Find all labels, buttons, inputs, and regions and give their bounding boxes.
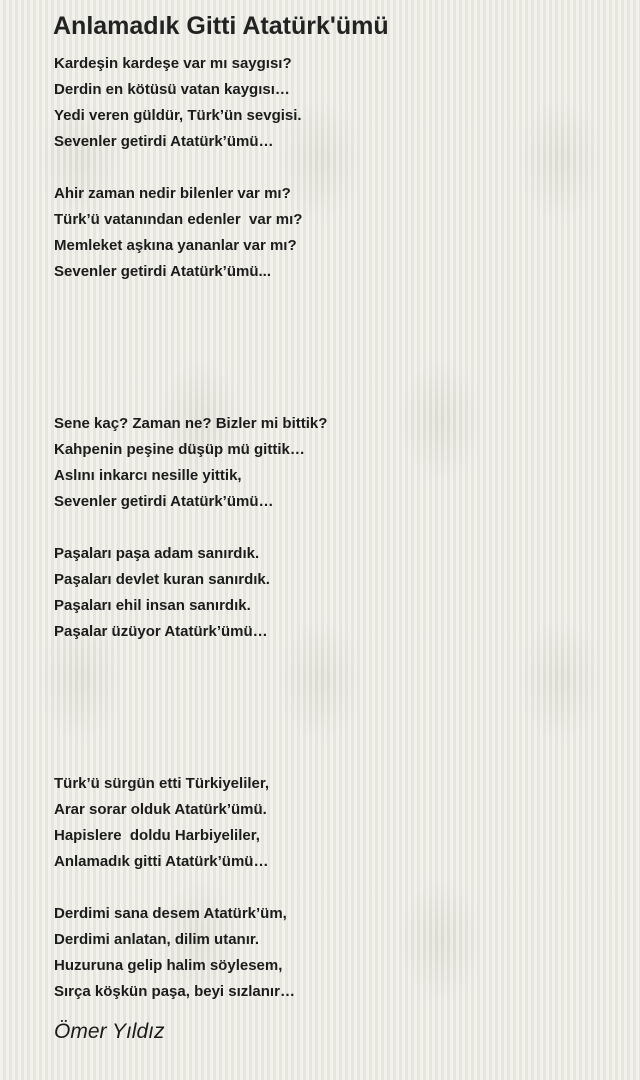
poem-line: Sevenler getirdi Atatürk’ümü… [54, 133, 274, 150]
poem-line: Paşaları paşa adam sanırdık. [54, 545, 260, 562]
poem-line: Derdimi sana desem Atatürk’üm, [54, 905, 287, 922]
stanza-4 [54, 541, 270, 645]
stanza-6 [54, 901, 295, 1005]
poem-line: Hapislere doldu Harbiyeliler, [54, 827, 260, 844]
poem-line: Paşaları devlet kuran sanırdık. [54, 571, 270, 588]
poem-line: Paşalar üzüyor Atatürk’ümü… [54, 623, 268, 640]
poem-line: Huzuruna gelip halim söylesem, [54, 957, 283, 974]
poem-line: Paşaları ehil insan sanırdık. [54, 597, 251, 614]
poem-line: Sırça köşkün paşa, beyi sızlanır… [54, 983, 295, 1000]
poem-line: Memleket aşkına yananlar var mı? [54, 237, 297, 254]
poem-line: Türk’ü vatanından edenler var mı? [54, 211, 303, 228]
poem-line: Arar sorar olduk Atatürk’ümü. [54, 801, 267, 818]
poem-line: Aslını inkarcı nesille yittik, [54, 467, 242, 484]
stanza-1 [54, 51, 302, 155]
poem-line: Türk’ü sürgün etti Türkiyeliler, [54, 775, 270, 792]
poem-line: Derdimi anlatan, dilim utanır. [54, 931, 260, 948]
poem-title: Anlamadık Gitti Atatürk'ümü [53, 12, 389, 40]
stanza-3 [54, 411, 327, 515]
poem-line: Yedi veren güldür, Türk’ün sevgisi. [54, 107, 302, 124]
poem-author: Ömer Yıldız [54, 1020, 165, 1043]
poem-line: Sevenler getirdi Atatürk’ümü… [54, 493, 274, 510]
poem-line: Ahir zaman nedir bilenler var mı? [54, 185, 291, 202]
stanza-5 [54, 771, 269, 875]
poem-line: Sene kaç? Zaman ne? Bizler mi bittik? [54, 415, 328, 432]
poem-line: Anlamadık gitti Atatürk’ümü… [54, 853, 269, 870]
poem-line: Derdin en kötüsü vatan kaygısı… [54, 81, 290, 98]
poem-line: Sevenler getirdi Atatürk’ümü... [54, 263, 271, 280]
poem-line: Kardeşin kardeşe var mı saygısı? [54, 55, 292, 72]
poem-line: Kahpenin peşine düşüp mü gittik… [54, 441, 305, 458]
stanza-2 [54, 181, 302, 285]
